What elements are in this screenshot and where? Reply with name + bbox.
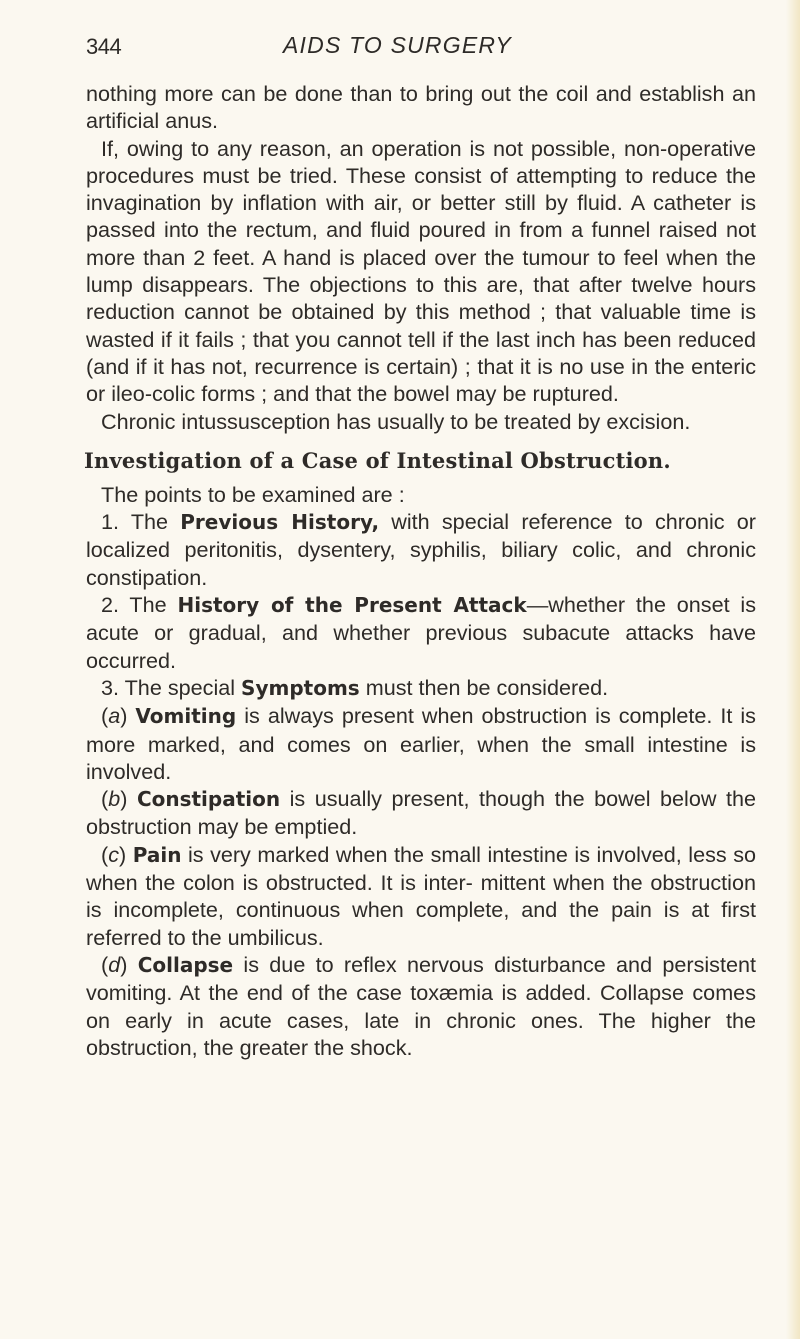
- list-item: [86, 508, 756, 591]
- page-edge: [786, 0, 800, 1339]
- list-item-term: Previous History,: [180, 510, 380, 535]
- sub-item-term: Pain: [132, 842, 182, 867]
- sub-item-term: Collapse: [137, 952, 234, 977]
- list-item-text: with special reference to chronic or localized peritonitis, dysentery, syphilis, biliary colic, and chronic constipation.: [86, 509, 757, 590]
- sub-item-term: Constipation: [136, 787, 281, 812]
- list-item-text: —whether the onset is acute or gradual, and whether previous subacute attacks have occurred.: [86, 592, 757, 673]
- sub-item: (b) Constipation is usually present, though the bowel below the obstruction may be emptied.: [86, 786, 756, 840]
- list-item-text: must then be considered.: [359, 674, 609, 700]
- list-item: [86, 591, 756, 674]
- sub-item-letter: c: [108, 841, 119, 867]
- list-item-term: History of the Present Attack: [177, 593, 527, 618]
- sub-item-text: is always present when obstruction is complete. It is more marked, and comes on earlier, when the small intestine is involved.: [86, 703, 756, 784]
- page-header: [86, 28, 766, 64]
- list-item-number: 1. The: [101, 509, 181, 535]
- list-item-term: Symptoms: [241, 675, 360, 700]
- sub-item: (d) Collapse is due to reflex nervous disturbance and persistent vomiting. At the end of the case toxæmia is added. Collapse comes on early in acute cases, late in chronic ones. The higher the obstruction, the greater the shock.: [86, 951, 756, 1060]
- sub-item-letter: b: [108, 786, 121, 812]
- paragraph: If, owing to any reason, an operation is not possible, non-operative procedures must be tried. These consist of attempting to reduce the invagination by inflation with air, or better still by fluid. A catheter is passed into the rectum, and fluid poured in from a funnel raised not more than 2 feet. A hand is placed over the tumour to feel when the lump disappears. The objections to this are, that after twelve hours reduction cannot be obtained by this method ; that valuable time is wasted if it fails ; that you cannot tell if the last inch has been reduced (and if it has not, recurrence is certain) ; that it is no use in the enteric or ileo-colic forms ; and that the bowel may be ruptured.: [86, 135, 756, 407]
- paragraph: Chronic intussusception has usually to be treated by excision.: [101, 408, 691, 434]
- sub-item-letter: a: [108, 703, 121, 729]
- sub-item-text: is very marked when the small intestine is involved, less so when the colon is obstructed. It is inter- mittent when the obstruction is incomplete, continuous when complete, and the pain is at first referred to the umbilicus.: [86, 841, 756, 950]
- paragraph: nothing more can be done than to bring out the coil and establish an artificial anus.: [86, 81, 756, 134]
- sub-item-text: is usually present, though the bowel below the obstruction may be emptied.: [86, 786, 756, 840]
- sub-item-term: Vomiting: [135, 704, 237, 729]
- sub-item: (c) Pain is very marked when the small intestine is involved, less so when the colon is obstructed. It is inter- mittent when the obstruction is incomplete, continuous when complete, and the pain is at first referred to the umbilicus.: [86, 841, 756, 950]
- section-intro: The points to be examined are :: [101, 481, 405, 507]
- sub-item-letter: d: [108, 951, 121, 977]
- section-heading: Investigation of a Case of Intestinal Obstruction.: [84, 447, 671, 473]
- sub-item-text: is due to reflex nervous disturbance and persistent vomiting. At the end of the case toxæmia is added. Collapse comes on early in acute cases, late in chronic ones. The higher the obstruction, the greater the shock.: [86, 951, 756, 1060]
- page-number: 344: [86, 34, 122, 59]
- sub-item: (a) Vomiting is always present when obstruction is complete. It is more marked, and comes on earlier, when the small intestine is involved.: [86, 703, 756, 784]
- list-item: [86, 674, 756, 702]
- list-item-number: 3. The special: [101, 674, 242, 700]
- page-body: [86, 80, 756, 1061]
- running-title: AIDS TO SURGERY: [283, 32, 512, 58]
- list-item-number: 2. The: [101, 592, 178, 618]
